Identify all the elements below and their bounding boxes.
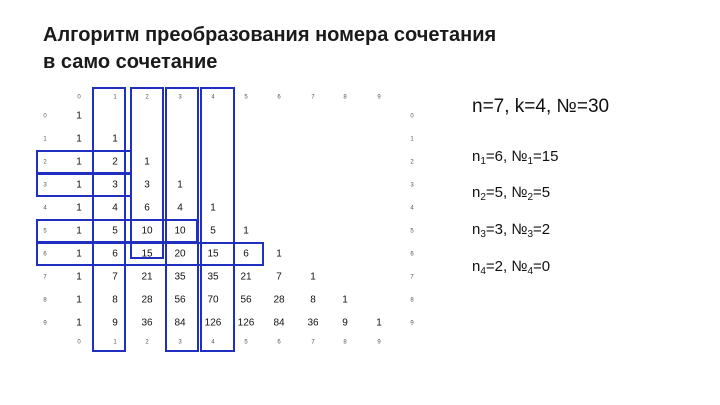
highlight-col-4 <box>201 88 234 351</box>
table-cell: 1 <box>76 271 82 283</box>
table-cell: 15 <box>207 248 219 260</box>
table-cell: 1 <box>144 156 150 168</box>
table-cell: 1 <box>76 110 82 122</box>
step-4-num-sub: 4 <box>527 266 533 277</box>
table-cell: 1 <box>243 225 249 237</box>
row-label-right: 0 <box>410 113 414 120</box>
row-label-right: 3 <box>410 182 414 189</box>
row-label-right: 8 <box>410 297 414 304</box>
step-1-n-val: =6, № <box>485 148 528 165</box>
formula-main: n=7, k=4, №=30 <box>472 96 610 117</box>
footer-col-label: 1 <box>113 339 117 346</box>
table-cell: 4 <box>177 202 183 214</box>
row-label-left: 2 <box>43 159 47 166</box>
formula-step-1 <box>472 148 558 167</box>
row-label-left: 6 <box>43 251 47 258</box>
step-2-n: n <box>472 184 481 201</box>
step-3-n: n <box>472 221 481 238</box>
table-cell: 1 <box>376 317 382 329</box>
table-cell: 3 <box>144 179 150 191</box>
table-cell: 1 <box>310 271 316 283</box>
header-col-label: 0 <box>77 94 81 101</box>
step-1-n-sub: 1 <box>480 156 486 167</box>
table-cell: 1 <box>76 294 82 306</box>
step-3-n-sub: 3 <box>480 229 486 240</box>
table-cell: 3 <box>112 179 118 191</box>
footer-col-label: 4 <box>211 339 215 346</box>
step-4-n-val: =2, № <box>485 258 528 275</box>
header-col-label: 6 <box>277 94 281 101</box>
table-cell: 1 <box>76 248 82 260</box>
step-4-num-val: =0 <box>533 258 551 275</box>
table-cell: 21 <box>141 271 153 283</box>
table-cell: 7 <box>276 271 282 283</box>
table-cell: 84 <box>174 317 186 329</box>
footer-col-label: 9 <box>377 339 381 346</box>
step-2-num-sub: 2 <box>527 192 533 203</box>
table-cell: 1 <box>76 179 82 191</box>
table-cell: 2 <box>112 156 118 168</box>
formula-step-3 <box>472 221 550 240</box>
header-col-label: 1 <box>113 94 117 101</box>
header-col-label: 4 <box>211 94 215 101</box>
table-cell: 35 <box>207 271 219 283</box>
table-cell: 4 <box>112 202 118 214</box>
table-cell: 20 <box>174 248 186 260</box>
footer-col-label: 6 <box>277 339 281 346</box>
table-cell: 1 <box>177 179 183 191</box>
table-cell: 6 <box>243 248 249 260</box>
table-cell: 1 <box>76 225 82 237</box>
table-cell: 10 <box>174 225 186 237</box>
step-1-n: n <box>472 148 481 165</box>
table-cell: 36 <box>141 317 153 329</box>
step-1-num-sub: 1 <box>527 156 533 167</box>
table-cell: 36 <box>307 317 319 329</box>
footer-col-label: 8 <box>343 339 347 346</box>
row-label-left: 9 <box>43 320 47 327</box>
step-3-num-val: =2 <box>533 221 551 238</box>
table-cell: 5 <box>112 225 118 237</box>
table-cell: 9 <box>112 317 118 329</box>
table-cell: 1 <box>76 156 82 168</box>
table-cell: 6 <box>112 248 118 260</box>
table-cell: 35 <box>174 271 186 283</box>
table-cell: 1 <box>76 317 82 329</box>
row-label-left: 1 <box>43 136 47 143</box>
step-4-n: n <box>472 258 481 275</box>
step-4-n-sub: 4 <box>480 266 486 277</box>
row-label-right: 6 <box>410 251 414 258</box>
table-cell: 10 <box>141 225 153 237</box>
title-line-1: Алгоритм преобразования номера сочетания <box>43 24 497 46</box>
header-col-label: 8 <box>343 94 347 101</box>
table-cell: 84 <box>273 317 285 329</box>
table-cell: 8 <box>112 294 118 306</box>
footer-col-label: 2 <box>145 339 149 346</box>
table-cell: 6 <box>144 202 150 214</box>
row-label-left: 5 <box>43 228 47 235</box>
step-2-num-val: =5 <box>533 184 551 201</box>
table-cell: 126 <box>204 317 222 329</box>
table-cell: 1 <box>76 133 82 145</box>
row-label-right: 2 <box>410 159 414 166</box>
step-2-n-sub: 2 <box>480 192 486 203</box>
table-cell: 1 <box>276 248 282 260</box>
title-line-2: в само сочетание <box>43 51 218 73</box>
table-cell: 28 <box>273 294 285 306</box>
footer-col-label: 7 <box>311 339 315 346</box>
table-cell: 1 <box>112 133 118 145</box>
formula-step-2 <box>472 184 550 203</box>
table-cell: 1 <box>76 202 82 214</box>
row-label-right: 9 <box>410 320 414 327</box>
table-cell: 1 <box>210 202 216 214</box>
row-label-left: 7 <box>43 274 47 281</box>
row-label-right: 4 <box>410 205 414 212</box>
header-col-label: 9 <box>377 94 381 101</box>
table-cell: 56 <box>174 294 186 306</box>
row-label-left: 8 <box>43 297 47 304</box>
table-cell: 15 <box>141 248 153 260</box>
row-label-right: 7 <box>410 274 414 281</box>
table-cell: 126 <box>237 317 255 329</box>
table-cell: 5 <box>210 225 216 237</box>
table-cell: 21 <box>240 271 252 283</box>
table-cell: 9 <box>342 317 348 329</box>
header-col-label: 5 <box>244 94 248 101</box>
step-1-num-val: =15 <box>533 148 559 165</box>
row-label-right: 1 <box>410 136 414 143</box>
row-label-left: 4 <box>43 205 47 212</box>
table-cell: 8 <box>310 294 316 306</box>
table-cell: 7 <box>112 271 118 283</box>
row-label-left: 3 <box>43 182 47 189</box>
step-3-n-val: =3, № <box>485 221 528 238</box>
table-cell: 56 <box>240 294 252 306</box>
table-cell: 1 <box>342 294 348 306</box>
step-3-num-sub: 3 <box>527 229 533 240</box>
footer-col-label: 0 <box>77 339 81 346</box>
table-cell: 70 <box>207 294 219 306</box>
footer-col-label: 3 <box>178 339 182 346</box>
formula-step-4 <box>472 258 550 277</box>
footer-col-label: 5 <box>244 339 248 346</box>
step-2-n-val: =5, № <box>485 184 528 201</box>
header-col-label: 2 <box>145 94 149 101</box>
table-cell: 28 <box>141 294 153 306</box>
header-col-label: 7 <box>311 94 315 101</box>
row-label-left: 0 <box>43 113 47 120</box>
row-label-right: 5 <box>410 228 414 235</box>
header-col-label: 3 <box>178 94 182 101</box>
